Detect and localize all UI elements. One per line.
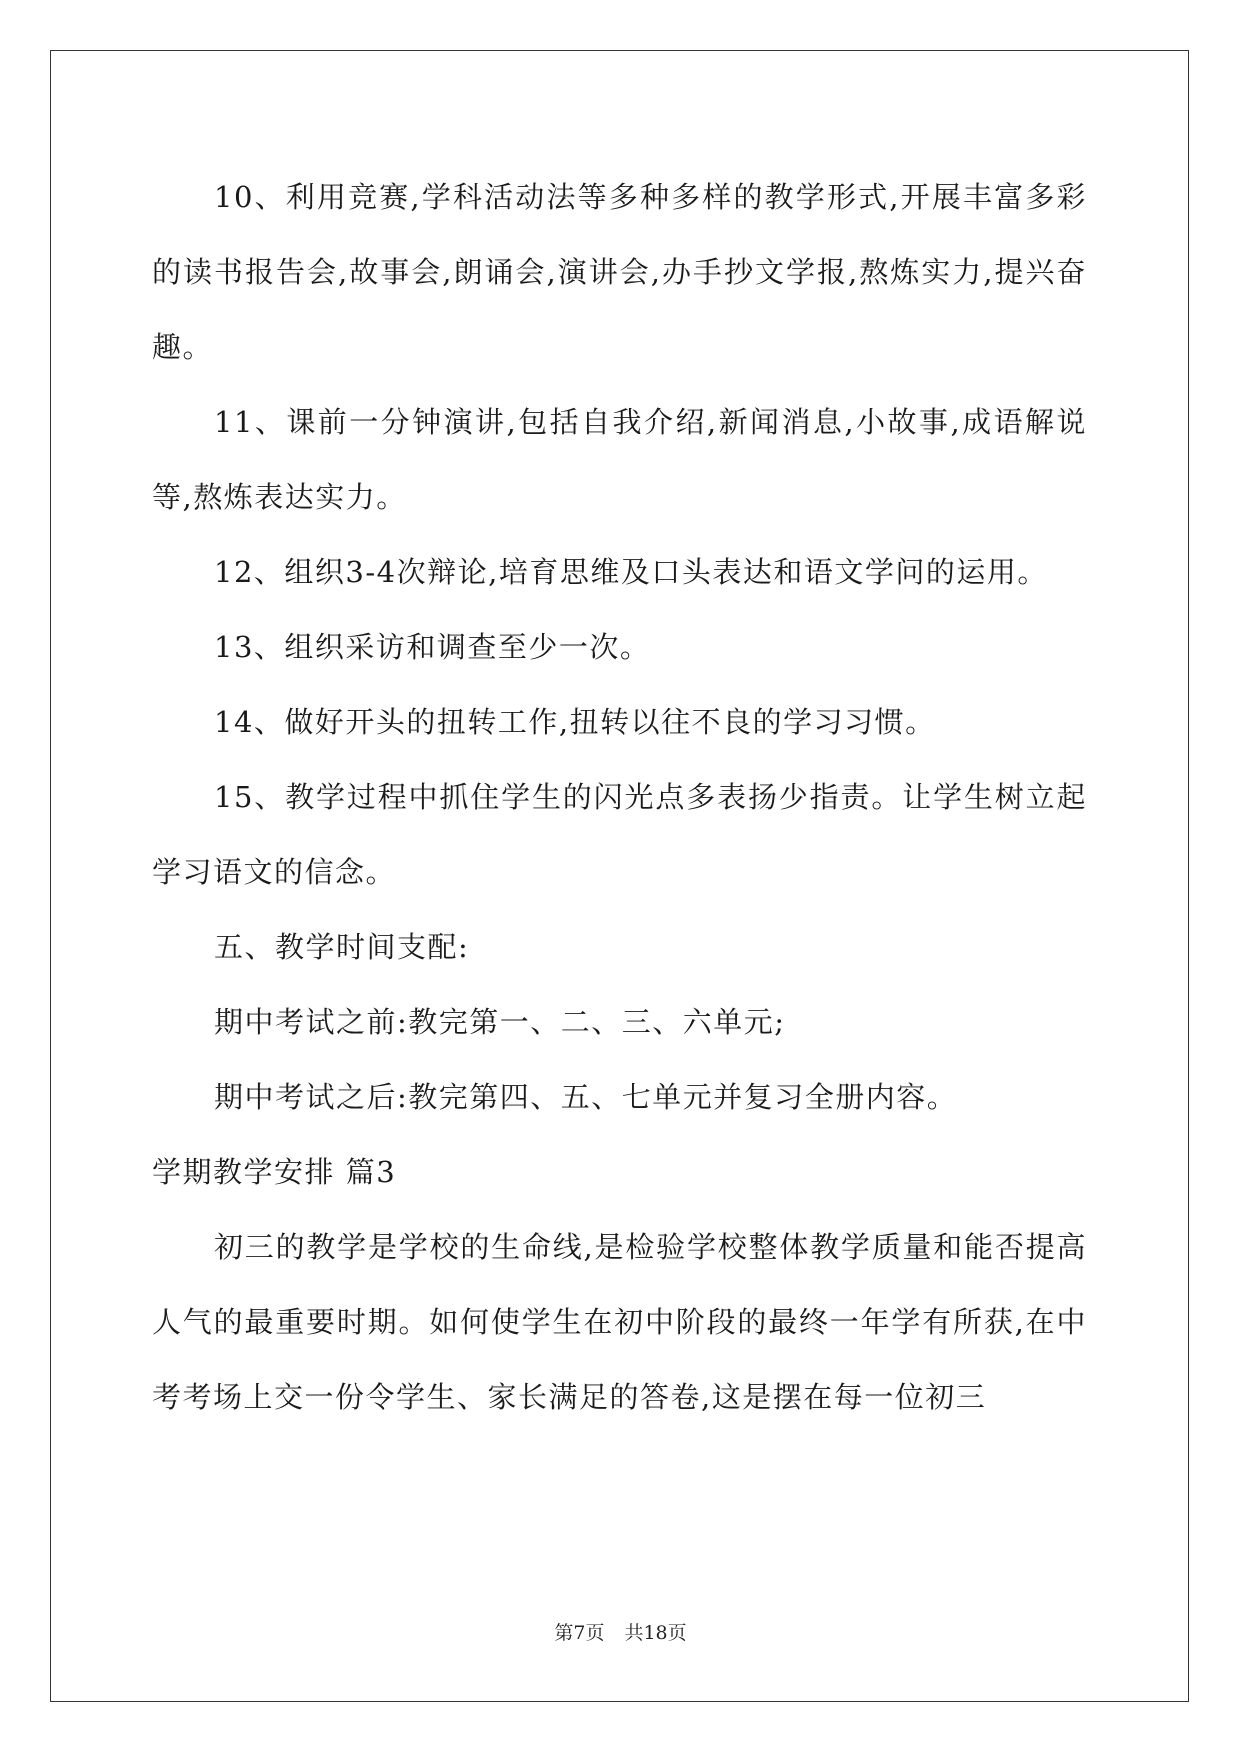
paragraph-item-15: 15、教学过程中抓住学生的闪光点多表扬少指责。让学生树立起学习语文的信念。: [152, 780, 1087, 889]
document-body: [152, 160, 1087, 1435]
paragraph-after-midterm: 期中考试之后:教完第四、五、七单元并复习全册内容。: [214, 1080, 958, 1114]
paragraph-item-14: 14、做好开头的扭转工作,扭转以往不良的学习习惯。: [214, 705, 936, 739]
section-heading-schedule: 五、教学时间支配:: [214, 930, 470, 964]
paragraph-item-11: 11、课前一分钟演讲,包括自我介绍,新闻消息,小故事,成语解说等,熬炼表达实力。: [152, 405, 1087, 514]
paragraph-item-10: 10、利用竞赛,学科活动法等多种多样的教学形式,开展丰富多彩的读书报告会,故事会,朗诵会,演讲会,办手抄文学报,熬炼实力,提兴奋趣。: [152, 180, 1087, 364]
page-footer: [0, 1618, 1241, 1645]
paragraph-item-13: 13、组织采访和调查至少一次。: [214, 630, 651, 664]
total-pages-label: 共18页: [624, 1622, 687, 1644]
article-heading: 学期教学安排 篇3: [152, 1155, 397, 1189]
paragraph-item-12: 12、组织3-4次辩论,培育思维及口头表达和语文学问的运用。: [214, 555, 1048, 589]
paragraph-part-3-intro: 初三的教学是学校的生命线,是检验学校整体教学质量和能否提高人气的最重要时期。如何使学生在初中阶段的最终一年学有所获,在中考考场上交一份令学生、家长满足的答卷,这是摆在每一位初三: [152, 1230, 1087, 1414]
paragraph-before-midterm: 期中考试之前:教完第一、二、三、六单元;: [214, 1005, 786, 1039]
current-page-label: 第7页: [554, 1622, 605, 1644]
